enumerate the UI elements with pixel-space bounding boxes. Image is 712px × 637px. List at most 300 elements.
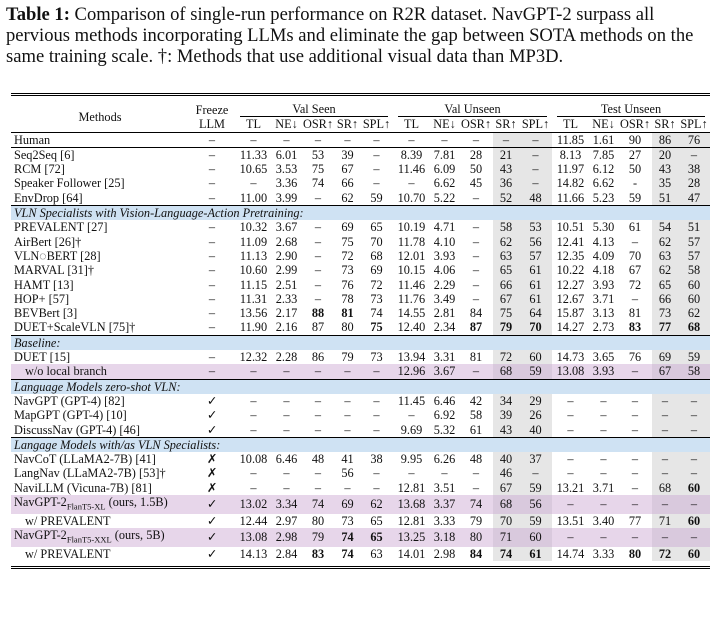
metric-cell: – xyxy=(314,263,322,278)
table-row xyxy=(11,423,710,438)
metric-cell: – xyxy=(314,190,322,205)
metric-cell: 11.85 xyxy=(556,132,585,147)
metric-cell: 2.98 xyxy=(433,546,456,561)
metric-cell: 3.53 xyxy=(275,162,298,177)
metric-cell: 10.19 xyxy=(397,220,426,235)
metric-cell: 60 xyxy=(519,350,552,364)
table-row xyxy=(11,350,710,364)
table-row xyxy=(11,148,710,162)
method-name xyxy=(11,547,189,561)
metric-cell: – xyxy=(314,132,322,147)
metric-cell: – xyxy=(441,132,448,147)
metric-cell: – xyxy=(373,132,380,147)
metric-cell: – xyxy=(678,408,710,422)
metric-cell: 59 xyxy=(519,481,552,495)
table-row xyxy=(11,528,710,547)
metric-cell: 69 xyxy=(370,263,383,278)
metric-cell: 8.39 xyxy=(400,147,423,162)
metric-cell: 62 xyxy=(360,495,393,514)
table-row xyxy=(11,292,710,306)
table-row xyxy=(11,394,710,408)
method-label: Seq2Seq [6] xyxy=(14,147,75,162)
metric-cell: 79 xyxy=(493,320,519,335)
metric-cell: 61 xyxy=(469,422,483,437)
metric-cell: – xyxy=(373,147,380,162)
table-row xyxy=(11,495,710,514)
caption-text: Comparison of single-run performance on R2R dataset. NavGPT-2 surpass all pervious methods incorporating LLMs and eliminate the gap between SOTA methods on the same training scale. †: Methods that use additional visual data than MP3D. xyxy=(6,4,694,67)
metric-cell: – xyxy=(314,234,322,249)
metric-cell: 11.46 xyxy=(397,162,426,177)
freeze-value: ✓ xyxy=(189,495,235,514)
metric-cell: 12.40 xyxy=(397,320,426,335)
table-row xyxy=(11,235,710,249)
group-label: Val Seen xyxy=(240,102,388,117)
metric-cell: 6.46 xyxy=(433,393,456,408)
freeze-value: – xyxy=(208,306,216,321)
metric-cell: 3.93 xyxy=(433,248,456,263)
metric-header: SR↑ xyxy=(336,117,359,132)
metric-cell: 80 xyxy=(459,528,493,547)
metric-cell: 68 xyxy=(370,248,383,263)
metric-cell: 3.71 xyxy=(592,480,615,495)
metric-cell: 28 xyxy=(678,176,710,190)
metric-cell: 5.30 xyxy=(592,220,615,235)
metric-cell: – xyxy=(552,528,589,547)
method-name xyxy=(11,394,189,408)
freeze-value: ✓ xyxy=(206,546,218,561)
metric-cell: 77 xyxy=(628,513,642,528)
metric-cell: – xyxy=(250,480,257,495)
results-table-container xyxy=(11,93,710,569)
metric-cell: – xyxy=(519,176,552,190)
method-label: VLN◌BERT [28] xyxy=(14,248,101,263)
metric-cell: – xyxy=(344,393,351,408)
header-row-groups xyxy=(11,102,710,117)
metric-cell: 4.09 xyxy=(592,248,615,263)
group-label: Val Unseen xyxy=(398,102,547,117)
metric-cell: 37 xyxy=(519,452,552,466)
metric-cell: – xyxy=(314,422,322,437)
metric-cell: 51 xyxy=(678,220,710,234)
metric-cell: 11.97 xyxy=(556,162,585,177)
metric-cell: 2.28 xyxy=(275,350,298,365)
metric-cell: 67 xyxy=(493,481,519,495)
metric-cell: 88 xyxy=(311,306,325,321)
metric-cell: 6.09 xyxy=(433,162,456,177)
freeze-value: – xyxy=(208,277,216,292)
method-label: NavCoT (LLaMA2-7B) [41] xyxy=(14,452,156,467)
metric-cell: 3.93 xyxy=(592,277,615,292)
metric-cell: – xyxy=(519,148,552,162)
metric-cell: – xyxy=(283,422,290,437)
table-row xyxy=(11,249,710,263)
metric-cell: – xyxy=(631,408,639,423)
metric-cell: – xyxy=(678,148,710,162)
metric-cell: 76 xyxy=(341,277,354,292)
metric-cell: – xyxy=(567,393,574,408)
metric-cell: 67 xyxy=(493,292,519,306)
metric-cell: 62 xyxy=(493,235,519,249)
metric-cell: – xyxy=(441,466,448,481)
metric-cell: 4.06 xyxy=(433,263,456,278)
method-label: HOP+ [57] xyxy=(14,291,70,306)
metric-cell: 12.96 xyxy=(393,364,430,379)
metric-cell: 81 xyxy=(341,306,354,321)
freeze-value: – xyxy=(208,248,216,263)
metric-cell: – xyxy=(272,364,301,379)
metric-cell: 13.08 xyxy=(235,528,272,547)
metric-cell: 80 xyxy=(311,513,325,528)
metric-cell: 67 xyxy=(628,263,642,278)
metric-cell: 74 xyxy=(301,495,335,514)
metric-cell: 10.60 xyxy=(239,263,268,278)
metric-cell: 46 xyxy=(493,466,519,480)
metric-cell: – xyxy=(250,176,257,191)
metric-cell: – xyxy=(472,263,480,278)
group-label: Test Unseen xyxy=(557,102,705,117)
metric-cell: 10.15 xyxy=(397,263,426,278)
method-name xyxy=(11,364,189,379)
freeze-value: ✗ xyxy=(206,466,218,481)
metric-cell: 72 xyxy=(652,547,678,561)
metric-cell: 66 xyxy=(341,176,354,191)
metric-cell: – xyxy=(472,291,480,306)
metric-cell: 36 xyxy=(493,176,519,190)
metric-cell: 39 xyxy=(493,408,519,422)
metric-cell: 68 xyxy=(493,364,519,379)
metric-cell: 70 xyxy=(519,320,552,335)
group-header-0 xyxy=(235,102,393,117)
method-label: NavGPT (GPT-4) [82] xyxy=(14,393,125,408)
metric-cell: – xyxy=(678,466,710,480)
metric-cell: 68 xyxy=(678,320,710,335)
metric-header: SPL↑ xyxy=(521,117,550,132)
freeze-value: – xyxy=(208,220,216,235)
table-row xyxy=(11,263,710,277)
metric-cell: – xyxy=(344,132,351,147)
metric-cell: 57 xyxy=(678,249,710,263)
freeze-value: – xyxy=(208,350,216,365)
metric-cell: 12.27 xyxy=(556,277,585,292)
method-name xyxy=(11,452,189,466)
metric-cell: 61 xyxy=(628,220,642,235)
metric-cell: 11.45 xyxy=(397,393,426,408)
table-caption xyxy=(6,4,706,67)
method-name xyxy=(11,133,189,148)
metric-cell: 60 xyxy=(678,481,710,495)
freeze-value: ✓ xyxy=(206,422,218,437)
metric-cell: – xyxy=(652,423,678,438)
metric-cell: 59 xyxy=(370,190,383,205)
metric-cell: 73 xyxy=(370,350,383,365)
metric-cell: – xyxy=(472,234,480,249)
metric-header: OSR↑ xyxy=(302,117,334,132)
metric-cell: – xyxy=(314,248,322,263)
metric-cell: 2.97 xyxy=(275,513,298,528)
method-name xyxy=(11,423,189,438)
metric-cell: 41 xyxy=(341,452,354,467)
metric-cell: 84 xyxy=(469,306,483,321)
metric-cell: 11.90 xyxy=(239,320,268,335)
metric-cell: 87 xyxy=(311,320,325,335)
metric-cell: 66 xyxy=(493,278,519,292)
metric-cell: 75 xyxy=(311,162,325,177)
metric-cell: – xyxy=(250,393,257,408)
method-label: NaviLLM (Vicuna-7B) [81] xyxy=(14,480,152,495)
metric-cell: 73 xyxy=(652,306,678,320)
metric-header: SR↑ xyxy=(495,117,517,132)
metric-cell: 75 xyxy=(370,320,383,335)
metric-cell: 68 xyxy=(493,495,519,514)
metric-cell: 61 xyxy=(519,263,552,277)
metric-cell: 2.84 xyxy=(275,546,298,561)
method-name xyxy=(11,320,189,335)
metric-cell: 10.22 xyxy=(556,263,585,278)
metric-cell: 62 xyxy=(341,190,354,205)
metric-cell: 3.31 xyxy=(433,350,456,365)
metric-cell: 67 xyxy=(341,162,354,177)
metric-cell: 2.73 xyxy=(592,320,615,335)
metric-cell: 3.34 xyxy=(272,495,301,514)
metric-cell: 3.67 xyxy=(430,364,459,379)
metric-cell: 50 xyxy=(628,162,642,177)
metric-cell: – xyxy=(472,466,480,481)
metric-cell: 58 xyxy=(493,220,519,234)
metric-cell: – xyxy=(283,466,290,481)
metric-cell: 75 xyxy=(493,306,519,320)
metric-cell: 14.01 xyxy=(397,546,426,561)
metric-cell: 53 xyxy=(311,147,325,162)
metric-cell: 6.12 xyxy=(592,162,615,177)
metric-cell: – xyxy=(360,364,393,379)
metric-cell: 63 xyxy=(370,546,383,561)
metric-cell: 4.18 xyxy=(592,263,615,278)
metric-cell: 10.08 xyxy=(239,452,268,467)
method-name xyxy=(11,263,189,277)
metric-cell: 11.66 xyxy=(556,190,585,205)
method-label: LangNav (LLaMA2-7B) [53]† xyxy=(14,466,166,481)
method-name xyxy=(11,191,189,206)
metric-cell: 11.76 xyxy=(397,291,426,306)
metric-cell: 60 xyxy=(678,547,710,561)
metric-cell: 2.51 xyxy=(275,277,298,292)
metric-cell: 57 xyxy=(519,249,552,263)
method-name: NavGPT-$2_{FlanT5-XL}$ (ours, 1.5B) xyxy=(11,495,189,514)
metric-cell: 11.13 xyxy=(239,248,268,263)
metric-cell: 13.25 xyxy=(393,528,430,547)
group-header-1 xyxy=(393,102,552,117)
metric-header: NE↓ xyxy=(275,117,298,132)
metric-cell: 14.73 xyxy=(556,350,585,365)
metric-cell: – xyxy=(373,422,380,437)
metric-cell: 58 xyxy=(678,263,710,277)
table-row xyxy=(11,306,710,320)
metric-cell: 65 xyxy=(370,513,383,528)
metric-cell: 43 xyxy=(493,162,519,176)
metric-cell: 12.41 xyxy=(556,234,585,249)
freeze-llm-header: Freeze LLM xyxy=(195,102,229,131)
metric-cell: 15.87 xyxy=(556,306,585,321)
metric-cell: 6.92 xyxy=(433,408,456,423)
metric-cell: 65 xyxy=(493,263,519,277)
metric-cell: 12.67 xyxy=(556,291,585,306)
metric-cell: 3.18 xyxy=(430,528,459,547)
section-title: Langage Models with/as VLN Specialists: xyxy=(11,437,710,452)
metric-cell: 5.23 xyxy=(592,190,615,205)
metric-cell: 38 xyxy=(370,452,383,467)
metric-cell: 12.81 xyxy=(397,480,426,495)
metric-cell: 87 xyxy=(469,320,483,335)
metric-cell: 6.26 xyxy=(433,452,456,467)
metric-cell: 78 xyxy=(341,291,354,306)
metric-cell: 29 xyxy=(519,394,552,408)
metric-cell: – xyxy=(283,480,290,495)
metric-cell: – xyxy=(678,394,710,408)
method-name xyxy=(11,235,189,249)
metric-cell: 11.09 xyxy=(239,234,268,249)
freeze-value: ✓ xyxy=(206,513,218,528)
metric-cell: 64 xyxy=(519,306,552,320)
metric-cell: 69 xyxy=(341,220,354,235)
metric-cell: – xyxy=(408,132,415,147)
method-label: AirBert [26]† xyxy=(14,234,82,249)
metric-cell: 70 xyxy=(493,514,519,528)
freeze-value: – xyxy=(208,291,216,306)
metric-cell: 10.70 xyxy=(397,190,426,205)
metric-cell: 74 xyxy=(311,176,325,191)
metric-cell: 12.32 xyxy=(239,350,268,365)
metric-cell: 72 xyxy=(370,277,383,292)
section-header xyxy=(11,206,710,221)
metric-cell: 2.34 xyxy=(433,320,456,335)
metric-cell: 14.55 xyxy=(397,306,426,321)
metric-cell: 13.02 xyxy=(235,495,272,514)
metric-cell: 9.69 xyxy=(400,422,423,437)
metric-cell: 2.29 xyxy=(433,277,456,292)
metric-cell: 3.49 xyxy=(433,291,456,306)
table-row xyxy=(11,466,710,480)
metric-cell: 56 xyxy=(519,235,552,249)
metric-cell: – xyxy=(618,364,652,379)
metric-cell: 62 xyxy=(652,235,678,249)
metric-cell: 45 xyxy=(469,176,483,191)
method-name xyxy=(11,350,189,364)
metric-header: SPL↑ xyxy=(362,117,391,132)
metric-cell: – xyxy=(618,495,652,514)
method-label: w/o local branch xyxy=(25,364,107,379)
metric-cell: – xyxy=(600,408,607,423)
metric-cell: – xyxy=(250,422,257,437)
metric-cell: – xyxy=(493,133,519,148)
metric-cell: – xyxy=(652,495,678,514)
metric-header: SPL↑ xyxy=(680,117,708,132)
section-header xyxy=(11,335,710,350)
metric-cell: 60 xyxy=(678,278,710,292)
metric-cell: – xyxy=(600,452,607,467)
method-label: Human xyxy=(14,132,51,147)
method-label: MARVAL [31]† xyxy=(14,263,94,278)
metric-header: TL xyxy=(245,117,262,132)
metric-cell: 60 xyxy=(678,514,710,528)
metric-cell: – xyxy=(314,393,322,408)
section-title: VLN Specialists with Vision-Language-Action Pretraining: xyxy=(11,206,710,221)
metric-cell: 86 xyxy=(311,350,325,365)
method-name xyxy=(11,176,189,190)
metric-cell: 39 xyxy=(341,147,354,162)
metric-cell: 2.16 xyxy=(275,320,298,335)
freeze-value: – xyxy=(208,234,216,249)
freeze-value: ✓ xyxy=(206,408,218,423)
metric-cell: – xyxy=(314,408,322,423)
metric-cell: 56 xyxy=(341,466,354,481)
section-header xyxy=(11,437,710,452)
metric-cell: 3.33 xyxy=(592,546,615,561)
metric-cell: 40 xyxy=(493,452,519,466)
metric-cell: 26 xyxy=(519,408,552,422)
metric-cell: 4.71 xyxy=(433,220,456,235)
metric-cell: 38 xyxy=(678,162,710,176)
metric-cell: – xyxy=(344,480,351,495)
metric-cell: – xyxy=(472,132,480,147)
method-name xyxy=(11,249,189,263)
metric-cell: 20 xyxy=(652,148,678,162)
metric-cell: 3.33 xyxy=(433,513,456,528)
freeze-value: – xyxy=(208,132,216,147)
method-label: w/ PREVALENT xyxy=(25,513,111,528)
method-name: NavGPT-$2_{FlanT5-XXL}$ (ours, 5B) xyxy=(11,528,189,547)
metric-cell: 59 xyxy=(519,514,552,528)
metric-cell: 21 xyxy=(493,148,519,162)
metric-cell: 79 xyxy=(341,350,354,365)
metric-header: NE↓ xyxy=(592,117,615,132)
metric-cell: 3.36 xyxy=(275,176,298,191)
metric-cell: – xyxy=(600,422,607,437)
metric-cell: 72 xyxy=(493,350,519,364)
metric-cell: – xyxy=(678,495,710,514)
table-row xyxy=(11,408,710,422)
metric-cell: 81 xyxy=(628,306,642,321)
freeze-value: ✗ xyxy=(206,452,218,467)
metric-cell: – xyxy=(459,364,493,379)
metric-cell: – xyxy=(631,466,639,481)
metric-cell: 83 xyxy=(311,546,325,561)
metric-cell: 11.00 xyxy=(239,190,268,205)
metric-cell: 62 xyxy=(652,263,678,277)
metric-cell: – xyxy=(472,480,480,495)
metric-cell: – xyxy=(373,480,380,495)
method-name xyxy=(11,481,189,495)
metric-cell: 90 xyxy=(628,132,642,147)
section-title: Baseline: xyxy=(11,335,710,350)
metric-cell: 58 xyxy=(678,364,710,379)
metric-cell: 63 xyxy=(652,249,678,263)
freeze-value: ✓ xyxy=(189,528,235,547)
method-label: MapGPT (GPT-4) [10] xyxy=(14,408,127,423)
metric-cell: – xyxy=(652,528,678,547)
metric-cell: 69 xyxy=(335,495,360,514)
metric-cell: – xyxy=(373,162,380,177)
metric-cell: 35 xyxy=(652,176,678,190)
metric-cell: – xyxy=(631,480,639,495)
metric-cell: 1.61 xyxy=(592,132,615,147)
freeze-value: – xyxy=(208,176,216,191)
metric-cell: 3.13 xyxy=(592,306,615,321)
metric-cell: 13.56 xyxy=(239,306,268,321)
metric-cell: – xyxy=(567,466,574,481)
metric-cell: 3.37 xyxy=(430,495,459,514)
metric-cell: – xyxy=(600,466,607,481)
metric-cell: – xyxy=(301,364,335,379)
